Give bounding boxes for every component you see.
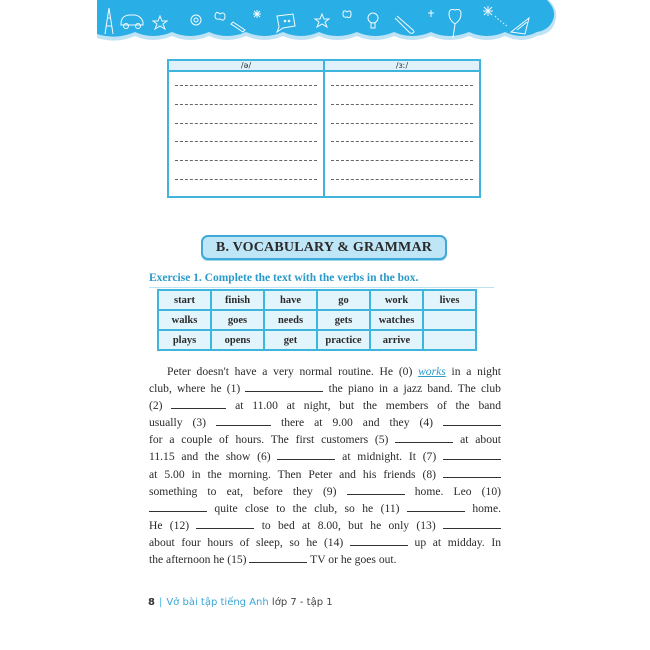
section-heading: B. VOCABULARY & GRAMMAR xyxy=(201,235,447,260)
passage-text: at midnight. It (7) xyxy=(335,450,443,464)
passage-line xyxy=(149,414,501,431)
verb-cell: start xyxy=(158,290,211,310)
passage-text: Peter doesn't have a very normal routine. He (0) xyxy=(167,365,419,378)
answer-line[interactable] xyxy=(331,178,473,180)
answer-line[interactable] xyxy=(175,178,317,180)
passage-line xyxy=(149,363,501,380)
answer-blank[interactable] xyxy=(277,449,335,460)
answer-blank[interactable] xyxy=(216,415,271,426)
page-number: 8 xyxy=(148,597,155,608)
phonetics-table xyxy=(167,59,481,198)
passage-text: the afternoon he (15) xyxy=(149,553,250,567)
phonetics-column-schwa xyxy=(169,61,323,196)
snowflake-icon xyxy=(253,10,261,18)
answer-line[interactable] xyxy=(331,122,473,124)
passage-text: for a couple of hours. The first customers (5) xyxy=(149,433,396,447)
passage-text: to bed at 8.00, but he only (13) xyxy=(254,518,443,532)
verb-cell: work xyxy=(370,290,423,310)
verb-cell: plays xyxy=(158,330,211,350)
passage-text: TV or he goes out. xyxy=(307,553,397,567)
answer-blank[interactable] xyxy=(347,484,405,495)
answer-line[interactable] xyxy=(331,103,473,105)
passage-line xyxy=(149,534,501,551)
answer-lines xyxy=(325,72,479,197)
verb-row xyxy=(158,310,476,330)
exercise-passage xyxy=(149,363,501,568)
answer-blank[interactable] xyxy=(249,552,307,563)
passage-text: there at 9.00 and they (4) xyxy=(271,416,443,430)
answer-blank[interactable] xyxy=(443,415,501,426)
phonetics-column-long-er xyxy=(323,61,479,196)
answer-lines xyxy=(169,72,323,197)
passage-text: at about xyxy=(453,433,502,447)
answer-line[interactable] xyxy=(331,140,473,142)
verb-cell: have xyxy=(264,290,317,310)
passage-text: (2) xyxy=(149,399,172,413)
passage-text: up at midday. In xyxy=(407,535,502,549)
example-answer: works xyxy=(418,365,446,378)
passage-text: the piano in a jazz band. The club xyxy=(323,382,501,396)
passage-line xyxy=(149,466,501,483)
answer-blank[interactable] xyxy=(149,501,207,512)
column-header: /ə/ xyxy=(169,61,323,72)
book-title: Vở bài tập tiếng Anh xyxy=(166,597,269,608)
answer-line[interactable] xyxy=(175,122,317,124)
answer-blank[interactable] xyxy=(171,398,226,409)
passage-text: home. xyxy=(464,501,501,515)
passage-text: usually (3) xyxy=(149,416,216,430)
answer-blank[interactable] xyxy=(443,449,501,460)
answer-blank[interactable] xyxy=(443,518,501,529)
column-header: /ɜː/ xyxy=(325,61,479,72)
passage-line xyxy=(149,397,501,414)
decorative-banner xyxy=(97,0,557,44)
verb-cell: practice xyxy=(317,330,370,350)
verb-cell: walks xyxy=(158,310,211,330)
answer-blank[interactable] xyxy=(443,467,501,478)
book-grade: lớp 7 - tập 1 xyxy=(271,597,333,608)
answer-line[interactable] xyxy=(331,84,473,86)
verb-cell: get xyxy=(264,330,317,350)
verb-row xyxy=(158,290,476,310)
verb-cell: watches xyxy=(370,310,423,330)
banner-graphic xyxy=(97,0,557,44)
passage-text: something to eat, before they (9) xyxy=(149,484,347,498)
answer-line[interactable] xyxy=(175,159,317,161)
passage-line xyxy=(149,517,501,534)
answer-line[interactable] xyxy=(331,159,473,161)
answer-blank[interactable] xyxy=(245,381,323,392)
passage-line xyxy=(149,500,501,517)
passage-line xyxy=(149,448,501,465)
verb-cell: go xyxy=(317,290,370,310)
verb-box-table xyxy=(157,289,477,351)
verb-cell: goes xyxy=(211,310,264,330)
passage-line xyxy=(149,551,501,568)
passage-line xyxy=(149,431,501,448)
answer-line[interactable] xyxy=(175,103,317,105)
passage-text: at 5.00 in the morning. Then Peter and his friends (8) xyxy=(149,467,443,481)
page-footer xyxy=(148,597,333,608)
verb-row xyxy=(158,330,476,350)
answer-blank[interactable] xyxy=(350,535,408,546)
passage-text: home. Leo (10) xyxy=(404,484,501,498)
answer-line[interactable] xyxy=(175,140,317,142)
verb-cell: needs xyxy=(264,310,317,330)
answer-blank[interactable] xyxy=(395,432,453,443)
passage-text: quite close to the club, so he (11) xyxy=(207,501,407,515)
verb-cell: arrive xyxy=(370,330,423,350)
passage-text: in a night xyxy=(445,365,501,378)
passage-text: about four hours of sleep, so he (14) xyxy=(149,535,350,549)
passage-line xyxy=(149,483,501,500)
verb-cell: opens xyxy=(211,330,264,350)
footer-separator: | xyxy=(158,597,163,608)
answer-blank[interactable] xyxy=(196,518,254,529)
verb-cell: gets xyxy=(317,310,370,330)
verb-cell xyxy=(423,310,476,330)
answer-line[interactable] xyxy=(175,84,317,86)
passage-text: 11.15 and the show (6) xyxy=(149,450,278,464)
passage-text: He (12) xyxy=(149,518,197,532)
passage-line xyxy=(149,380,501,397)
exercise-title: Exercise 1. Complete the text with the verbs in the box. xyxy=(149,272,419,284)
verb-cell: lives xyxy=(423,290,476,310)
answer-blank[interactable] xyxy=(407,501,465,512)
passage-text: club, where he (1) xyxy=(149,382,246,396)
verb-cell: finish xyxy=(211,290,264,310)
verb-cell xyxy=(423,330,476,350)
passage-text: at 11.00 at night, but the members of the band xyxy=(226,399,501,413)
exercise-title-underline xyxy=(149,287,494,288)
